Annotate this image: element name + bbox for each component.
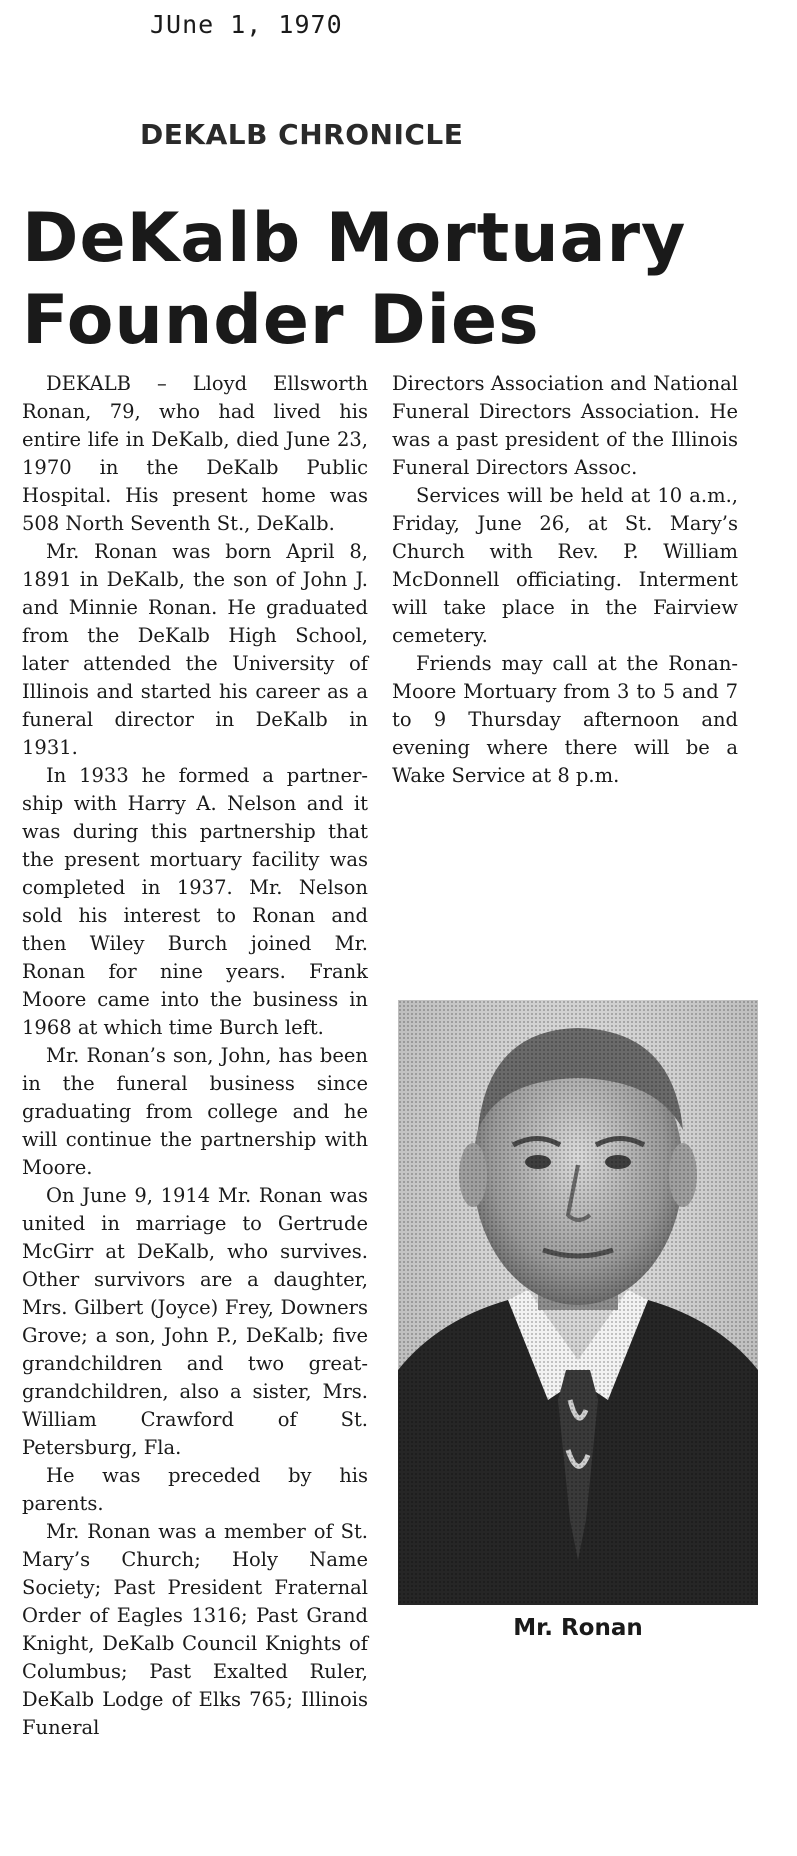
paragraph: Mr. Ronan’s son, John, has been in the funeral business since graduating from college and he will continue the partnership with Moore. bbox=[22, 1044, 368, 1179]
paragraph: Services will be held at 10 a.m., Friday, June 26, at St. Mary’s Church with Rev. P. William McDonnell officiating. Interment will take place in the Fairview cemetery. bbox=[392, 484, 738, 647]
paragraph: In 1933 he formed a partnership with Harry A. Nelson and it was during this partnership that the present mortuary facility was completed in 1937. Mr. Nelson sold his interest to Ronan and then Wiley Burch joined Mr. Ronan for nine years. Frank Moore came into the business in 1968 at which time Burch left. bbox=[22, 764, 368, 1039]
article-column-right bbox=[392, 370, 738, 790]
paragraph: He was preceded by his parents. bbox=[22, 1464, 368, 1515]
paragraph: Mr. Ronan was a member of St. Mary’s Church; Holy Name Society; Past President Fraternal Order of Eagles 1316; Past Grand Knight, DeKalb Council Knights of Columbus; Past Exalted Ruler, DeKalb Lodge of Elks 765; Illinois Funeral bbox=[22, 1520, 368, 1739]
clipping-date: JUne 1, 1970 bbox=[150, 10, 343, 39]
paragraph: On June 9, 1914 Mr. Ronan was united in marriage to Gertrude McGirr at DeKalb, who survives. Other survivors are a daughter, Mrs. Gilbert (Joyce) Frey, Downers Grove; a son, John P., DeKalb; five grandchildren and two great-grandchildren, also a sister, Mrs. William Crawford of St. Petersburg, Fla. bbox=[22, 1184, 368, 1459]
article-column-left bbox=[22, 370, 368, 1742]
newspaper-name: DEKALB CHRONICLE bbox=[140, 118, 464, 151]
paragraph: DEKALB – Lloyd Ellsworth Ronan, 79, who had lived his entire life in DeKalb, died June 23, 1970 in the DeKalb Public Hospital. His present home was 508 North Seventh St., DeKalb. bbox=[22, 372, 368, 535]
photo-caption: Mr. Ronan bbox=[513, 1615, 643, 1641]
paragraph: Friends may call at the Ronan-Moore Mortuary from 3 to 5 and 7 to 9 Thursday afternoon and evening where there will be a Wake Service at 8 p.m. bbox=[392, 652, 738, 787]
portrait-photo bbox=[398, 1000, 758, 1605]
paragraph: Mr. Ronan was born April 8, 1891 in DeKalb, the son of John J. and Minnie Ronan. He graduated from the DeKalb High School, later attended the University of Illinois and started his career as a funeral director in DeKalb in 1931. bbox=[22, 540, 368, 759]
headline: DeKalb Mortuary Founder Dies bbox=[22, 199, 687, 360]
paragraph: Directors Association and National Funeral Directors Association. He was a past president of the Illinois Funeral Directors Assoc. bbox=[392, 372, 738, 479]
